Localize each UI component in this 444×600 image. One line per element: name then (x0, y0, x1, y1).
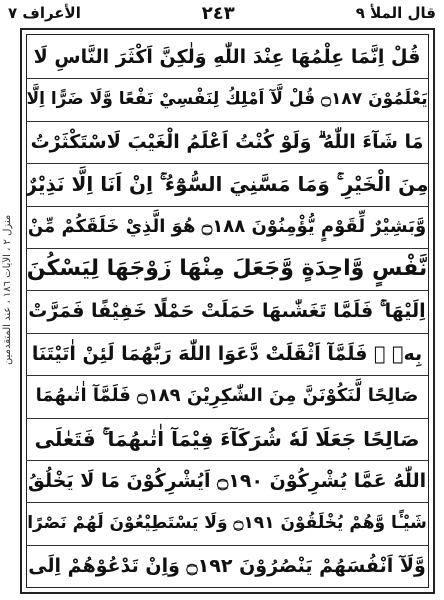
text-line: وَّبَشِيْرٌ لِّقَوْمٍ يُّؤْمِنُوْنَ ۝١٨٨ هُوَ الَّذِيْ خَلَقَكُمْ مِّنْ (27, 215, 427, 237)
line-divider (26, 460, 428, 461)
margin-note: منزل ٢ ، الآيات ١٨٦ ، عند المتقدمين (2, 214, 13, 366)
line-divider (26, 290, 428, 291)
page-number: ٢٤٣ (201, 2, 235, 24)
line-divider (26, 163, 428, 164)
text-lines (26, 36, 428, 588)
text-line: صَالِحًا جَعَلَا لَهٗ شُرَكَآءَ فِيْمَآ اٰتٰىهُمَا ۚ فَتَعٰلَى (34, 426, 420, 451)
line-divider (26, 121, 428, 122)
text-line: نَّفْسٍ وَّاحِدَةٍ وَّجَعَلَ مِنْهَا زَوْجَهَا لِيَسْكُنَ (26, 256, 428, 281)
line-divider (26, 545, 428, 546)
line-divider (26, 502, 428, 503)
text-line: اللّٰهُ عَمَّا يُشْرِكُوْنَ ۝١٩٠ اَيُشْرِكُوْنَ مَا لَا يَخْلُقُ (27, 470, 427, 492)
surah-name: الأعراف ٧ (8, 4, 81, 22)
text-line: مَا شَآءَ اللّٰهُ ۗ وَلَوْ كُنْتُ اَعْلَمُ الْغَيْبَ لَاسْتَكْثَرْتُ (30, 130, 424, 153)
page-header (0, 0, 444, 26)
text-line: قُلْ اِنَّمَا عِلْمُهَا عِنْدَ اللّٰهِ وَلٰكِنَّ اَكْثَرَ النَّاسِ لَا (33, 46, 421, 68)
para-name: قال الملأ ٩ (355, 4, 436, 22)
text-line: اِلَيْهَا ۚ فَلَمَّا تَغَشّٰىهَا حَمَلَتْ حَمْلًا خَفِيْفًا فَمَرَّتْ (28, 300, 426, 323)
text-line: وَّلَآ اَنْفُسَهُمْ يَنْصُرُوْنَ ۝١٩٢ وَاِنْ تَدْعُوْهُمْ اِلَى (28, 554, 426, 577)
text-line: مِنَ الْخَيْرِ ۚ وَمَا مَسَّنِيَ السُّوْٓءُ ۚ اِنْ اَنَا اِلَّا نَذِيْرٌ (26, 172, 428, 197)
text-line: يَعْلَمُوْنَ ۝١٨٧ قُلْ لَّآ اَمْلِكُ لِنَفْسِيْ نَفْعًا وَّلَا ضَرًّا اِلَّا (26, 89, 428, 110)
line-divider (26, 206, 428, 207)
line-divider (26, 248, 428, 249)
line-divider (26, 418, 428, 419)
line-divider (26, 375, 428, 376)
text-line: شَيْـًٔا وَّهُمْ يُخْلَقُوْنَ ۝١٩١ وَلَا يَسْتَطِيْعُوْنَ لَهُمْ نَصْرًا (27, 513, 427, 534)
line-divider (26, 78, 428, 79)
text-line: صَالِحًا لَّنَكُوْنَنَّ مِنَ الشّٰكِرِيْنَ ۝١٨٩ فَلَمَّآ اٰتٰىهُمَا (35, 385, 419, 407)
text-line: بِهٖ ۚ فَلَمَّآ اَثْقَلَتْ دَّعَوَا اللّٰهَ رَبَّهُمَا لَئِنْ اٰتَيْتَنَا (31, 342, 423, 365)
line-divider (26, 333, 428, 334)
